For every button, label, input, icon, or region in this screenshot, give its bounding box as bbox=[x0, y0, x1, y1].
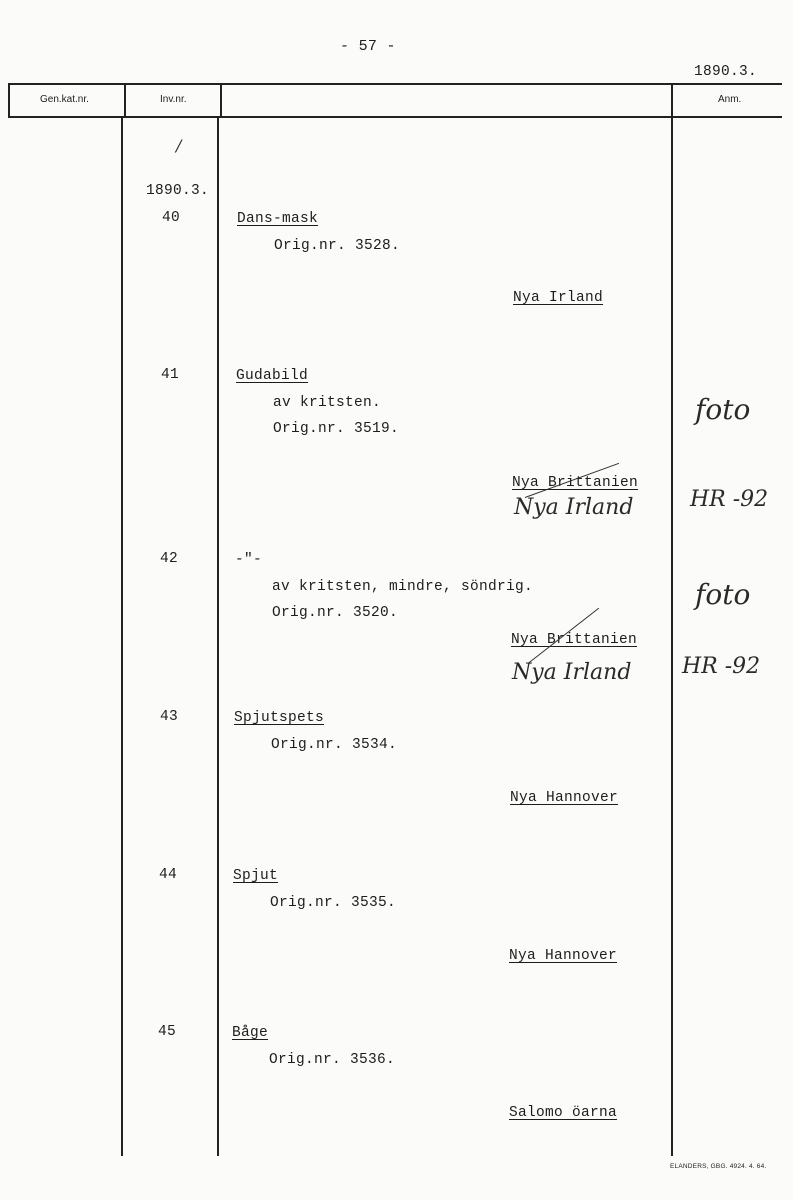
handwritten-place: Nya Irland bbox=[514, 495, 634, 520]
column-rule-2-body bbox=[121, 116, 123, 1156]
entry-line: Orig.nr. 3528. bbox=[274, 238, 401, 254]
entry-place: Nya Brittanien bbox=[512, 475, 639, 491]
entry-line: Orig.nr. 3520. bbox=[272, 605, 399, 621]
column-rule-2 bbox=[124, 83, 126, 117]
entry-line: Orig.nr. 3519. bbox=[273, 421, 400, 437]
year-header: 1890.3. bbox=[694, 64, 758, 80]
anm-note: HR -92 bbox=[690, 487, 769, 512]
entry-place: Nya Hannover bbox=[509, 948, 618, 964]
entry-place: Nya Brittanien bbox=[511, 632, 638, 648]
entry-place: Salomo öarna bbox=[509, 1105, 618, 1121]
inv-number: 40 bbox=[162, 210, 181, 226]
inv-number: 41 bbox=[161, 367, 180, 383]
pencil-mark: / bbox=[176, 136, 182, 155]
entry-line: av kritsten. bbox=[273, 395, 382, 411]
entry-place: Nya Irland bbox=[513, 290, 604, 306]
entry-line: Orig.nr. 3534. bbox=[271, 737, 398, 753]
column-rule-3-body bbox=[217, 116, 219, 1156]
inv-number: 44 bbox=[159, 867, 178, 883]
inv-number: 42 bbox=[160, 551, 179, 567]
column-rule-1 bbox=[8, 83, 10, 117]
entry-title: Gudabild bbox=[236, 368, 309, 384]
page-number: - 57 - bbox=[340, 38, 396, 55]
entry-title: Spjutspets bbox=[234, 710, 325, 726]
inv-number: 45 bbox=[158, 1024, 177, 1040]
printer-mark: ELANDERS, GBG. 4924. 4. 64. bbox=[670, 1163, 767, 1170]
anm-note: foto bbox=[695, 578, 751, 611]
column-rule-4 bbox=[671, 83, 673, 1156]
entry-place: Nya Hannover bbox=[510, 790, 619, 806]
entry-title: Dans-mask bbox=[237, 211, 319, 227]
entry-title: Båge bbox=[232, 1025, 269, 1041]
column-header-inv: Inv.nr. bbox=[160, 94, 187, 105]
column-header-gen-kat: Gen.kat.nr. bbox=[40, 94, 89, 105]
group-year: 1890.3. bbox=[146, 183, 210, 199]
anm-note: HR -92 bbox=[682, 654, 761, 679]
inv-number: 43 bbox=[160, 709, 179, 725]
anm-note: foto bbox=[695, 393, 751, 426]
column-rule-3 bbox=[220, 83, 222, 117]
entry-title: -"- bbox=[235, 552, 263, 568]
entry-line: Orig.nr. 3535. bbox=[270, 895, 397, 911]
entry-line: Orig.nr. 3536. bbox=[269, 1052, 396, 1068]
entry-line: av kritsten, mindre, söndrig. bbox=[272, 579, 534, 595]
column-header-anm: Anm. bbox=[718, 94, 742, 105]
entry-title: Spjut bbox=[233, 868, 279, 884]
handwritten-place: Nya Irland bbox=[512, 660, 632, 685]
